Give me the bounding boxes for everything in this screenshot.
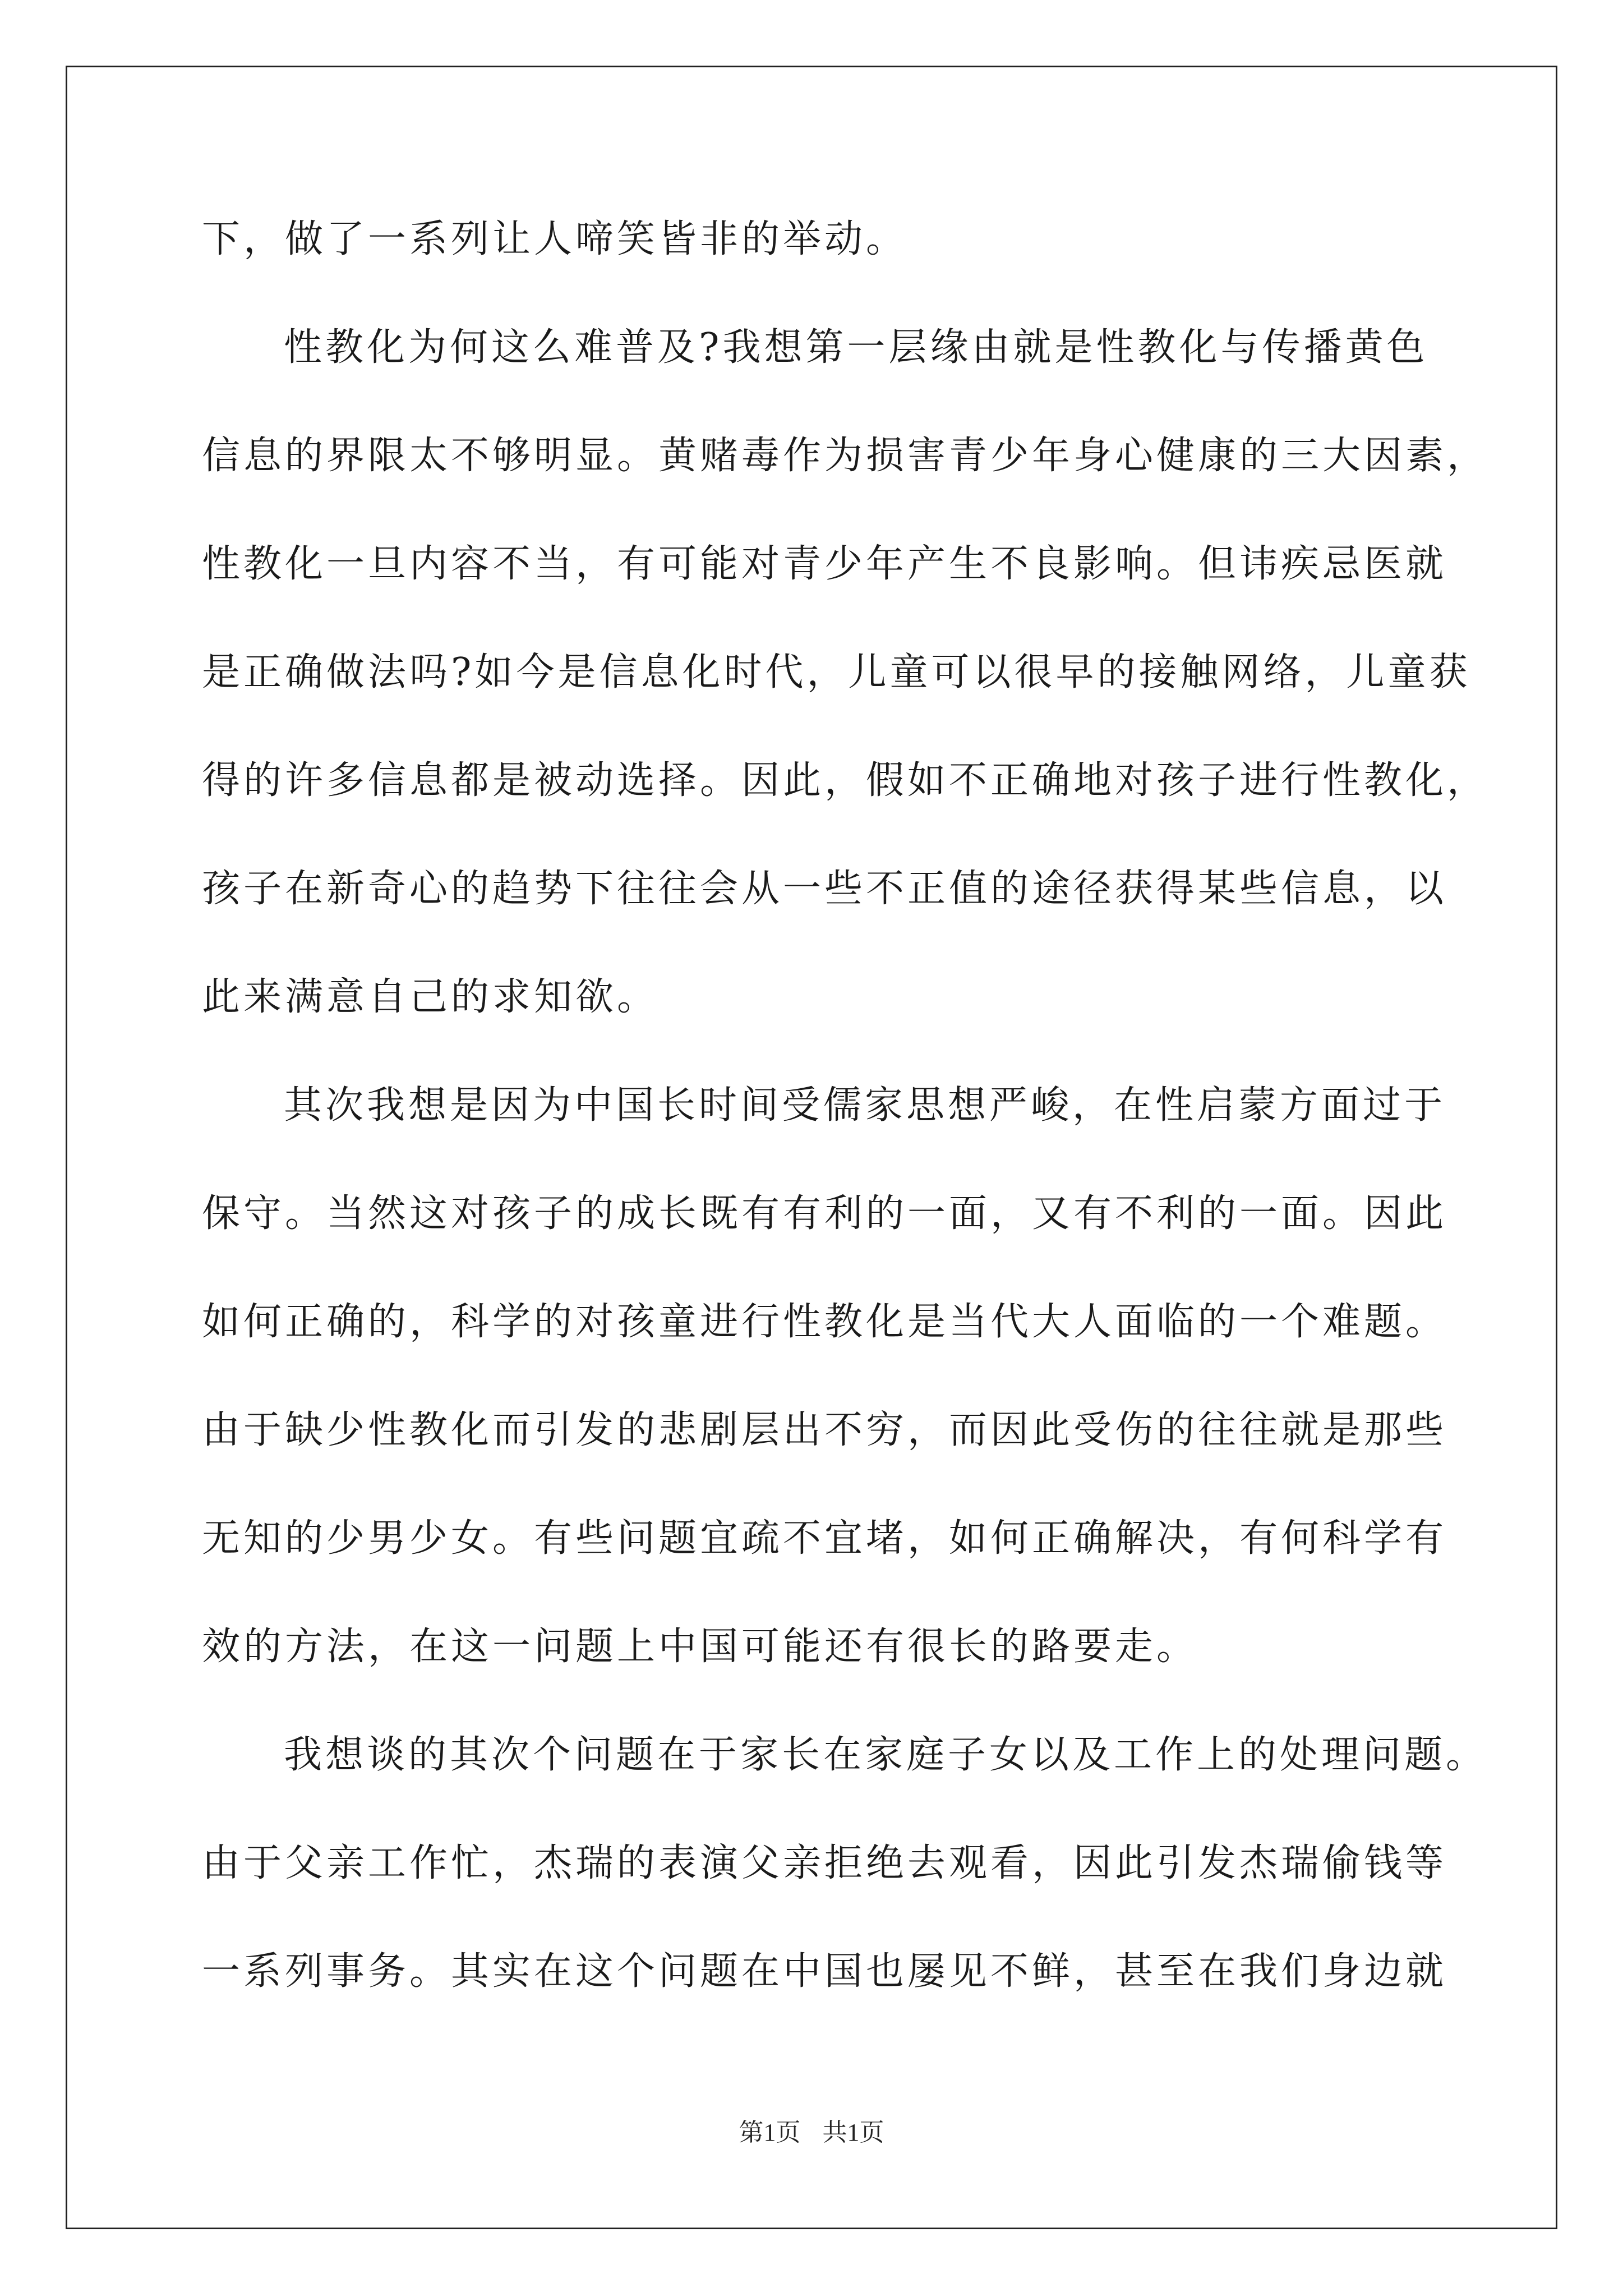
text-line: 无知的少男少女。有些问题宜疏不宜堵，如何正确解决，有何科学有 xyxy=(202,1516,1447,1561)
paragraph-start-line: 性教化为何这么难普及?我想第一层缘由就是性教化与传播黄色 xyxy=(284,325,1428,370)
text-line: 是正确做法吗?如今是信息化时代，儿童可以很早的接触网络，儿童获 xyxy=(202,650,1471,694)
text-line: 孩子在新奇心的趋势下往往会从一些不正值的途径获得某些信息，以 xyxy=(202,867,1447,911)
text-line: 性教化一旦内容不当，有可能对青少年产生不良影响。但讳疾忌医就 xyxy=(202,542,1447,586)
document-body xyxy=(202,185,1489,2026)
text-line: 效的方法，在这一问题上中国可能还有很长的路要走。 xyxy=(202,1625,1198,1669)
text-line: 信息的界限太不够明显。黄赌毒作为损害青少年身心健康的三大因素， xyxy=(202,434,1489,478)
page-footer xyxy=(0,2112,1623,2148)
page-total: 共1页 xyxy=(822,2119,884,2146)
text-line: 一系列事务。其实在这个问题在中国也屡见不鲜，甚至在我们身边就 xyxy=(202,1949,1447,1994)
page-number: 第1页 xyxy=(739,2119,801,2146)
paragraph-start-line: 我想谈的其次个问题在于家长在家庭子女以及工作上的处理问题。 xyxy=(284,1733,1488,1777)
text-line: 得的许多信息都是被动选择。因此，假如不正确地对孩子进行性教化， xyxy=(202,758,1489,803)
text-line: 下，做了一系列让人啼笑皆非的举动。 xyxy=(202,217,908,261)
text-line: 此来满意自己的求知欲。 xyxy=(202,975,659,1019)
text-line: 如何正确的，科学的对孩童进行性教化是当代大人面临的一个难题。 xyxy=(202,1300,1447,1344)
text-line: 由于缺少性教化而引发的悲剧层出不穷，而因此受伤的往往就是那些 xyxy=(202,1408,1447,1452)
text-line: 保守。当然这对孩子的成长既有有利的一面，又有不利的一面。因此 xyxy=(202,1191,1447,1236)
paragraph-start-line: 其次我想是因为中国长时间受儒家思想严峻，在性启蒙方面过于 xyxy=(284,1083,1446,1128)
text-line: 由于父亲工作忙，杰瑞的表演父亲拒绝去观看，因此引发杰瑞偷钱等 xyxy=(202,1841,1447,1885)
